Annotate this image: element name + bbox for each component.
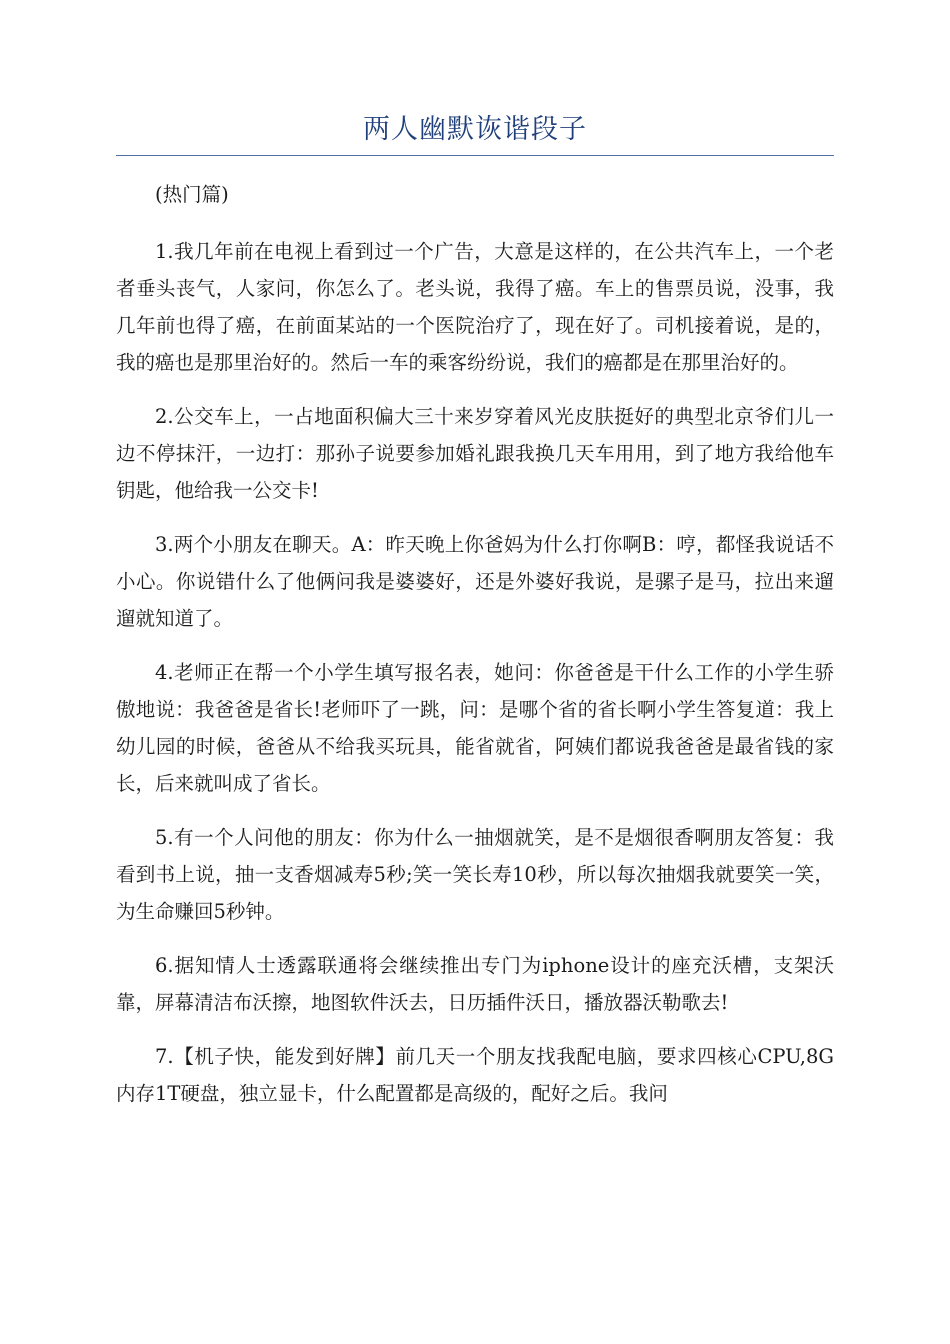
title-underline [116, 155, 834, 156]
joke-paragraph-4: 4.老师正在帮一个小学生填写报名表，她问：你爸爸是干什么工作的小学生骄傲地说：我爸爸是省长!老师吓了一跳，问：是哪个省的省长啊小学生答复道：我上幼儿园的时候，爸爸从不给我买玩具，能省就省，阿姨们都说我爸爸是最省钱的家长，后来就叫成了省长。 [116, 661, 834, 795]
joke-paragraph-5: 5.有一个人问他的朋友：你为什么一抽烟就笑，是不是烟很香啊朋友答复：我看到书上说，抽一支香烟减寿5秒;笑一笑长寿10秒，所以每次抽烟我就要笑一笑，为生命赚回5秒钟。 [116, 826, 834, 923]
joke-paragraph-6: 6.据知情人士透露联通将会继续推出专门为iphone设计的座充沃槽，支架沃靠，屏幕清洁布沃擦，地图软件沃去，日历插件沃日，播放器沃勒歌去! [116, 954, 834, 1014]
joke-paragraph-3: 3.两个小朋友在聊天。A：昨天晚上你爸妈为什么打你啊B：哼，都怪我说话不小心。你说错什么了他俩问我是婆婆好，还是外婆好我说，是骡子是马，拉出来遛遛就知道了。 [116, 533, 834, 630]
joke-paragraph-2: 2.公交车上，一占地面积偏大三十来岁穿着风光皮肤挺好的典型北京爷们儿一边不停抹汗，一边打：那孙子说要参加婚礼跟我换几天车用用，到了地方我给他车钥匙，他给我一公交卡! [116, 405, 834, 502]
document-body [116, 176, 834, 1129]
joke-paragraph-7: 7.【机子快，能发到好牌】前几天一个朋友找我配电脑，要求四核心CPU,8G内存1T硬盘，独立显卡，什么配置都是高级的，配好之后。我问 [116, 1045, 834, 1105]
document-title: 两人幽默诙谐段子 [363, 114, 587, 145]
joke-paragraph-1: 1.我几年前在电视上看到过一个广告，大意是这样的，在公共汽车上，一个老者垂头丧气，人家问，你怎么了。老头说，我得了癌。车上的售票员说，没事，我几年前也得了癌，在前面某站的一个医院治疗了，现在好了。司机接着说，是的，我的癌也是那里治好的。然后一车的乘客纷纷说，我们的癌都是在那里治好的。 [116, 240, 834, 374]
section-label: (热门篇) [155, 183, 229, 206]
